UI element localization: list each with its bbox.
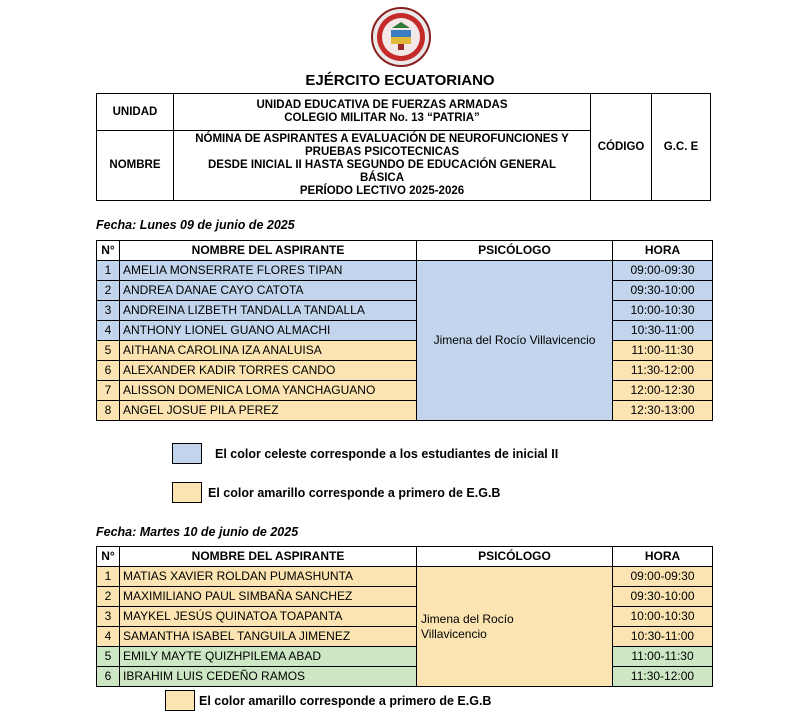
nombre-line: PERÍODO LECTIVO 2025-2026 (299, 185, 465, 197)
col-header-name: NOMBRE DEL ASPIRANTE (120, 241, 417, 261)
table-row (97, 321, 713, 341)
row-hora: 10:30-11:00 (613, 321, 713, 341)
row-hora: 11:00-11:30 (613, 647, 713, 667)
col-header-hora: HORA (613, 547, 713, 567)
row-name: ANTHONY LIONEL GUANO ALMACHI (120, 321, 417, 341)
table-row (97, 401, 713, 421)
row-name: EMILY MAYTE QUIZHPILEMA ABAD (120, 647, 417, 667)
row-num: 7 (97, 381, 120, 401)
org-title: EJÉRCITO ECUATORIANO (305, 72, 495, 89)
row-hora: 09:00-09:30 (613, 567, 713, 587)
nombre-line: NÓMINA DE ASPIRANTES A EVALUACIÓN DE NEUROFUNCIONES Y (195, 133, 569, 145)
table-row (97, 667, 713, 687)
row-num: 1 (97, 567, 120, 587)
legend-amarillo-day2 (165, 690, 491, 711)
col-header-hora: HORA (613, 241, 713, 261)
row-num: 2 (97, 281, 120, 301)
fecha-day2: Fecha: Martes 10 de junio de 2025 (96, 525, 299, 539)
row-num: 3 (97, 607, 120, 627)
table-row (97, 567, 713, 587)
legend-amarillo-text: El color amarillo corresponde a primero de E.G.B (208, 485, 501, 500)
row-name: MATIAS XAVIER ROLDAN PUMASHUNTA (120, 567, 417, 587)
schedule-table-day2 (96, 546, 713, 687)
col-header-psych: PSICÓLOGO (417, 547, 613, 567)
codigo-label: CÓDIGO (591, 94, 652, 201)
row-name: ALEXANDER KADIR TORRES CANDO (120, 361, 417, 381)
col-header-psych: PSICÓLOGO (417, 241, 613, 261)
unidad-line: COLEGIO MILITAR No. 13 “PATRIA” (284, 112, 480, 124)
table-row (97, 587, 713, 607)
row-num: 3 (97, 301, 120, 321)
col-header-num: N° (97, 547, 120, 567)
row-name: ANGEL JOSUE PILA PEREZ (120, 401, 417, 421)
row-num: 6 (97, 361, 120, 381)
nombre-line: BÁSICA (359, 172, 405, 184)
row-hora: 10:00-10:30 (613, 301, 713, 321)
table-row (97, 647, 713, 667)
nombre-value (173, 131, 590, 201)
table-row (97, 627, 713, 647)
row-name: AMELIA MONSERRATE FLORES TIPAN (120, 261, 417, 281)
row-num: 5 (97, 341, 120, 361)
nombre-label: NOMBRE (97, 131, 174, 201)
psychologist-line: Jimena del Rocío (421, 611, 514, 626)
legend-amarillo (172, 482, 500, 503)
legend-swatch-blue (172, 443, 202, 464)
row-num: 2 (97, 587, 120, 607)
row-hora: 10:30-11:00 (613, 627, 713, 647)
row-name: ANDREA DANAE CAYO CATOTA (120, 281, 417, 301)
row-hora: 11:30-12:00 (613, 667, 713, 687)
row-num: 4 (97, 627, 120, 647)
psychologist-cell: Jimena del Rocío Villavicencio (417, 261, 613, 421)
legend-swatch-yellow (172, 482, 202, 503)
unidad-value (173, 94, 590, 131)
row-hora: 09:30-10:00 (613, 281, 713, 301)
table-row (97, 341, 713, 361)
row-hora: 09:00-09:30 (613, 261, 713, 281)
col-header-name: NOMBRE DEL ASPIRANTE (120, 547, 417, 567)
table-row (97, 361, 713, 381)
row-hora: 09:30-10:00 (613, 587, 713, 607)
fecha-day1: Fecha: Lunes 09 de junio de 2025 (96, 218, 295, 232)
unidad-line: UNIDAD EDUCATIVA DE FUERZAS ARMADAS (256, 99, 508, 111)
row-hora: 12:00-12:30 (613, 381, 713, 401)
legend-swatch-yellow (165, 690, 195, 711)
table-row (97, 261, 713, 281)
schedule-table-day1 (96, 240, 713, 421)
nombre-line: DESDE INICIAL II HASTA SEGUNDO DE EDUCACIÓN GENERAL (208, 159, 557, 171)
gce-label: G.C. E (652, 94, 711, 201)
unidad-label: UNIDAD (97, 94, 174, 131)
row-name: ANDREINA LIZBETH TANDALLA TANDALLA (120, 301, 417, 321)
table-row (97, 607, 713, 627)
row-num: 6 (97, 667, 120, 687)
row-hora: 12:30-13:00 (613, 401, 713, 421)
row-hora: 11:30-12:00 (613, 361, 713, 381)
row-name: MAXIMILIANO PAUL SIMBAÑA SANCHEZ (120, 587, 417, 607)
row-num: 1 (97, 261, 120, 281)
military-emblem-icon (370, 6, 432, 68)
row-num: 8 (97, 401, 120, 421)
row-hora: 11:00-11:30 (613, 341, 713, 361)
row-hora: 10:00-10:30 (613, 607, 713, 627)
row-name: SAMANTHA ISABEL TANGUILA JIMENEZ (120, 627, 417, 647)
row-name: IBRAHIM LUIS CEDEÑO RAMOS (120, 667, 417, 687)
legend-amarillo-text: El color amarillo corresponde a primero de E.G.B (199, 693, 492, 708)
row-name: ALISSON DOMENICA LOMA YANCHAGUANO (120, 381, 417, 401)
header-table (96, 93, 711, 201)
row-num: 5 (97, 647, 120, 667)
row-name: MAYKEL JESÚS QUINATOA TOAPANTA (120, 607, 417, 627)
row-num: 4 (97, 321, 120, 341)
col-header-num: N° (97, 241, 120, 261)
row-name: AITHANA CAROLINA IZA ANALUISA (120, 341, 417, 361)
psychologist-cell (417, 567, 613, 687)
psychologist-line: Villavicencio (421, 626, 487, 641)
table-row (97, 381, 713, 401)
legend-celeste (172, 443, 558, 464)
table-row (97, 301, 713, 321)
nombre-line: PRUEBAS PSICOTECNICAS (305, 146, 459, 158)
legend-celeste-text: El color celeste corresponde a los estudiantes de inicial II (215, 446, 559, 461)
table-row (97, 281, 713, 301)
